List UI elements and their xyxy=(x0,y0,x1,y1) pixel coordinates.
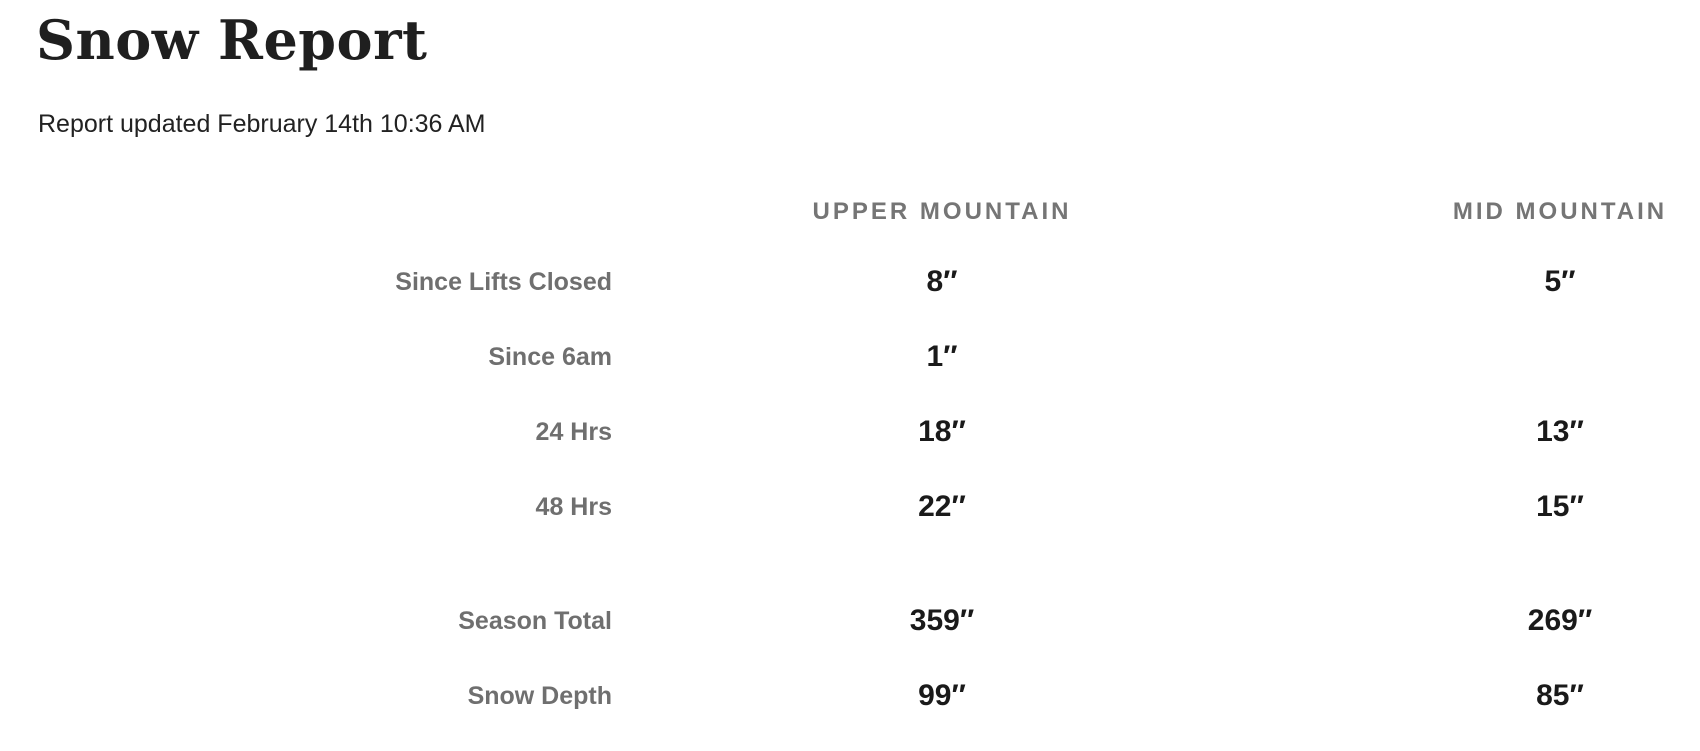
upper-mountain-value: 22″ xyxy=(918,490,966,523)
column-header-upper-mountain: UPPER MOUNTAIN xyxy=(812,198,1072,225)
row-label: Since Lifts Closed xyxy=(395,268,612,296)
table-row xyxy=(0,601,1700,641)
mid-mountain-value: 85″ xyxy=(1536,679,1584,712)
row-label: Snow Depth xyxy=(467,682,612,710)
mid-mountain-value: 5″ xyxy=(1544,265,1576,298)
table-row xyxy=(0,487,1700,527)
row-label: Season Total xyxy=(458,607,612,635)
mid-mountain-value: 13″ xyxy=(1536,415,1584,448)
row-label: 48 Hrs xyxy=(535,493,612,521)
table-row xyxy=(0,337,1700,377)
page-title: Snow Report xyxy=(36,8,428,72)
table-row xyxy=(0,262,1700,302)
upper-mountain-value: 18″ xyxy=(918,415,966,448)
table-row xyxy=(0,412,1700,452)
row-label: 24 Hrs xyxy=(535,418,612,446)
upper-mountain-value: 359″ xyxy=(909,604,975,637)
report-updated-timestamp: Report updated February 14th 10:36 AM xyxy=(38,110,486,138)
table-row xyxy=(0,676,1700,716)
mid-mountain-value: 15″ xyxy=(1536,490,1584,523)
column-header-mid-mountain: MID MOUNTAIN xyxy=(1452,198,1668,225)
upper-mountain-value: 1″ xyxy=(926,340,958,373)
upper-mountain-value: 8″ xyxy=(926,265,958,298)
mid-mountain-value: 269″ xyxy=(1527,604,1593,637)
row-label: Since 6am xyxy=(488,343,612,371)
upper-mountain-value: 99″ xyxy=(918,679,966,712)
